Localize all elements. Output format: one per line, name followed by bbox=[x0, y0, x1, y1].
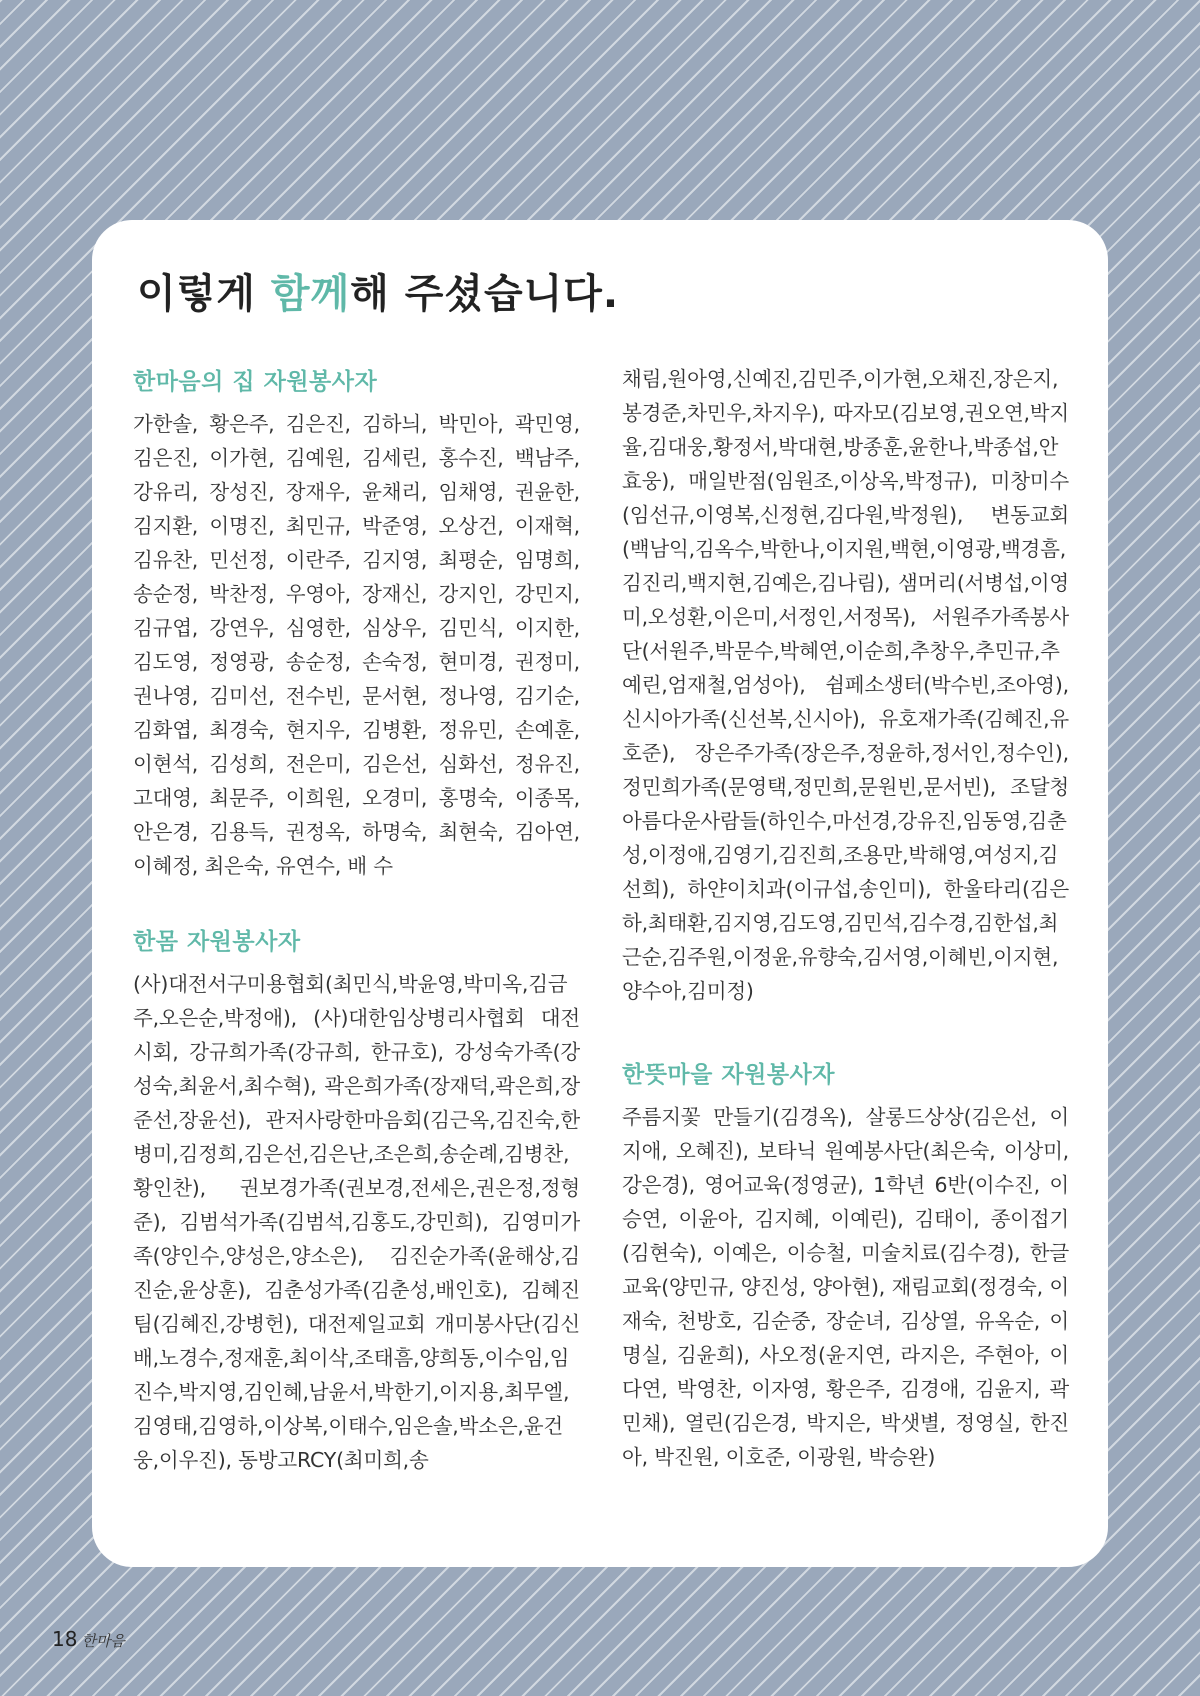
magazine-name: 한마음 bbox=[81, 1632, 125, 1650]
section-title-hanmaeum-house: 한마음의 집 자원봉사자 bbox=[133, 369, 378, 395]
page-footer bbox=[52, 1627, 125, 1651]
left-column bbox=[133, 365, 580, 1477]
page-headline bbox=[137, 262, 619, 319]
headline-accent: 함께 bbox=[270, 271, 351, 317]
section-body-handdeut: 주름지꽃 만들기(김경옥), 살롱드상상(김은선, 이지애, 오혜진), 보타닉 원예봉사단(최은숙, 이상미, 강은경), 영어교육(정영균), 1학년 6반(이수진, 이승연, 이윤아, 김지혜, 이예린), 김태이, 종이접기(김현숙), 이예은, 이승철, 미술치료(김수경), 한글교육(양민규, 양진성, 양아현), 재림교회(정경숙, 이재숙, 천방호, 김순중, 장순녀, 김상열, 유옥순, 이명실, 김윤희), 사오정(윤지연, 라지은, 주현아, 이다연, 박영찬, 이자영, 황은주, 김경애, 김윤지, 곽민채), 열린(김은경, 박지은, 박샛별, 정영실, 한진아, 박진원, 이호준, 이광원, 박승완) bbox=[622, 1105, 1069, 1469]
page-number: 18 bbox=[52, 1627, 78, 1651]
section-body-hanmom-continued: 채림,원아영,신예진,김민주,이가현,오채진,장은지,봉경준,차민우,차지우), 따자모(김보영,권오연,박지율,김대웅,황정서,박대현,방종훈,윤한나,박종섭,안효웅), 매일반점(임원조,이상옥,박정규), 미창미수(임선규,이영복,신정현,김다원,박정원), 변동교회(백남익,김옥수,박한나,이지원,백현,이영광,백경흠,김진리,백지현,김예은,김나림), 샘머리(서병섭,이영미,오성환,이은미,서정인,서정목), 서원주가족봉사단(서원주,박문수,박혜연,이순희,추창우,추민규,추예린,엄재철,엄성아), 쉼페소생터(박수빈,조아영), 신시아가족(신선복,신시아), 유호재가족(김혜진,유호준), 장은주가족(장은주,정윤하,정서인,정수인), 정민희가족(문영택,정민희,문원빈,문서빈), 조달청 아름다운사람들(하인수,마선경,강유진,임동영,김춘성,이정애,김영기,김진희,조용만,박해영,여성지,김선희), 하얀이치과(이규섭,송인미), 한울타리(김은하,최태환,김지영,김도영,김민석,김수경,김한섭,최근순,김주원,이정윤,유향숙,김서영,이혜빈,이지현,양수아,김미정) bbox=[622, 367, 1069, 1003]
headline-before: 이렇게 bbox=[137, 271, 271, 317]
content-card bbox=[92, 220, 1108, 1567]
section-title-handdeut: 한뜻마을 자원봉사자 bbox=[622, 1062, 835, 1088]
headline-after: 해 주셨습니다. bbox=[350, 271, 620, 317]
right-column bbox=[622, 362, 1069, 1474]
section-body-hanmom: (사)대전서구미용협회(최민식,박윤영,박미옥,김금주,오은순,박정애), (사)대한임상병리사협회 대전시회, 강규희가족(강규희, 한규호), 강성숙가족(강성숙,최윤서,최수혁), 곽은희가족(장재덕,곽은희,장준선,장윤선), 관저사랑한마음회(김근옥,김진숙,한병미,김정희,김은선,김은난,조은희,송순례,김병찬,황인찬), 권보경가족(권보경,전세은,권은정,정형준), 김범석가족(김범석,김홍도,강민희), 김영미가족(양인수,양성은,양소은), 김진순가족(윤해상,김진순,윤상훈), 김춘성가족(김춘성,배인호), 김혜진팀(김혜진,강병헌), 대전제일교회 개미봉사단(김신배,노경수,정재훈,최이삭,조태흠,양희동,이수임,임진수,박지영,김인혜,남윤서,박한기,이지용,최무엘,김영태,김영하,이상복,이태수,임은솔,박소은,윤건웅,이우진), 동방고RCY(최미희,송 bbox=[133, 972, 580, 1472]
section-title-hanmom: 한몸 자원봉사자 bbox=[133, 929, 301, 955]
section-body-hanmaeum-house: 가한솔, 황은주, 김은진, 김하늬, 박민아, 곽민영, 김은진, 이가현, 김예원, 김세린, 홍수진, 백남주, 강유리, 장성진, 장재우, 윤채리, 임채영, 권윤한, 김지환, 이명진, 최민규, 박준영, 오상건, 이재혁, 김유찬, 민선정, 이란주, 김지영, 최평순, 임명희, 송순정, 박찬정, 우영아, 장재신, 강지인, 강민지, 김규엽, 강연우, 심영한, 심상우, 김민식, 이지한, 김도영, 정영광, 송순정, 손숙정, 현미경, 권정미, 권나영, 김미선, 전수빈, 문서현, 정나영, 김기순, 김화엽, 최경숙, 현지우, 김병환, 정유민, 손예훈, 이현석, 김성희, 전은미, 김은선, 심화선, 정유진, 고대영, 최문주, 이희원, 오경미, 홍명숙, 이종목, 안은경, 김용득, 권정옥, 하명숙, 최현숙, 김아연, 이혜정, 최은숙, 유연수, 배 수 bbox=[133, 412, 580, 878]
